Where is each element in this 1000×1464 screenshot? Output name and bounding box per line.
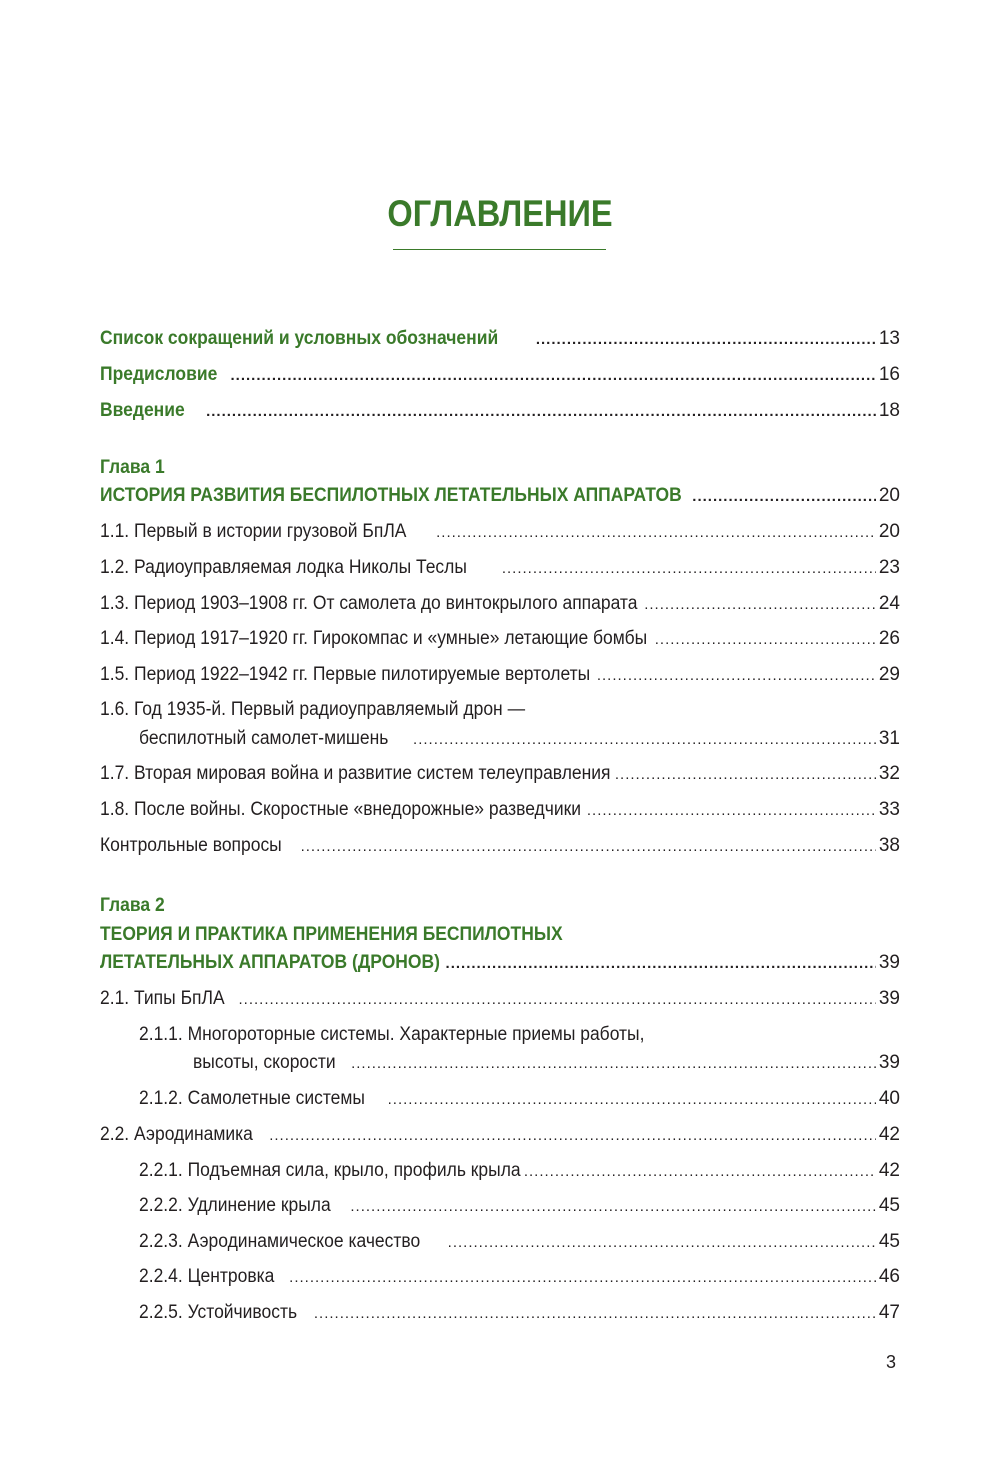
leader-dots <box>448 1228 876 1257</box>
toc-entry-label: 2.1. Типы БпЛА <box>100 988 225 1009</box>
toc-entry-page: 13 <box>878 328 900 349</box>
toc-entry-2-2[interactable] <box>100 1121 900 1149</box>
chapter-2-title-line1[interactable]: ТЕОРИЯ И ПРАКТИКА ПРИМЕНЕНИЯ БЕСПИЛОТНЫХ <box>100 924 563 945</box>
leader-dots <box>388 1085 876 1114</box>
toc-entry-2-2-2[interactable] <box>139 1192 900 1220</box>
toc-entry-1-6-line1[interactable] <box>100 696 562 724</box>
toc-entry-page: 39 <box>878 988 900 1009</box>
toc-entry-page: 24 <box>878 593 900 614</box>
toc-entry-label-continued: высоты, скорости <box>193 1052 336 1073</box>
leader-dots <box>413 725 876 754</box>
toc-entry-page: 16 <box>878 364 900 385</box>
leader-dots <box>587 796 876 825</box>
toc-entry-page: 32 <box>878 763 900 784</box>
toc-entry-label: 2.1.2. Самолетные системы <box>139 1088 365 1109</box>
toc-entry-label: 1.2. Радиоуправляемая лодка Николы Теслы <box>100 557 467 578</box>
toc-entry-page: 20 <box>878 521 900 542</box>
leader-dots <box>615 760 876 789</box>
toc-entry-page: 33 <box>878 799 900 820</box>
leader-dots <box>314 1299 876 1328</box>
toc-entry-label: Контрольные вопросы <box>100 835 282 856</box>
toc-entry-page: 39 <box>878 1052 900 1073</box>
toc-entry-page: 38 <box>878 835 900 856</box>
toc-entry-page: 46 <box>878 1266 900 1287</box>
toc-entry-label-continued: беспилотный самолет-мишень <box>139 728 389 749</box>
leader-dots <box>289 1263 876 1292</box>
toc-entry-page: 26 <box>878 628 900 649</box>
toc-entry-label: 1.5. Период 1922–1942 гг. Первые пилотируемые вертолеты <box>100 664 591 685</box>
toc-entry-page: 45 <box>878 1231 900 1252</box>
toc-entry-page: 18 <box>878 400 900 421</box>
toc-entry-1-7[interactable] <box>100 760 900 788</box>
leader-dots <box>269 1121 876 1150</box>
leader-dots <box>692 482 876 511</box>
toc-entry-1-5[interactable] <box>100 661 900 689</box>
toc-entry-page: 29 <box>878 664 900 685</box>
toc-entry-page: 42 <box>878 1160 900 1181</box>
toc-entry-label: Предисловие <box>100 364 218 385</box>
toc-entry-page: 45 <box>878 1195 900 1216</box>
toc-entry-2-2-5[interactable] <box>139 1299 900 1327</box>
page-title: ОГЛАВЛЕНИЕ <box>387 193 613 234</box>
leader-dots <box>350 1192 875 1221</box>
toc-entry-1-4[interactable] <box>100 625 900 653</box>
toc-entry-page: 23 <box>878 557 900 578</box>
toc-entry-label: 2.2.5. Устойчивость <box>139 1302 298 1323</box>
toc-entry-label: 2.2.3. Аэродинамическое качество <box>139 1231 421 1252</box>
toc-entry-page: 47 <box>878 1302 900 1323</box>
toc-entry-page: 40 <box>878 1088 900 1109</box>
toc-entry-chapter-2[interactable] <box>100 949 900 977</box>
toc-entry-2-1[interactable] <box>100 985 900 1013</box>
toc-entry-label: 1.6. Год 1935-й. Первый радиоуправляемый дрон — <box>100 699 526 720</box>
toc-entry-2-2-4[interactable] <box>139 1263 900 1291</box>
toc-entry-1-6[interactable] <box>139 725 900 753</box>
chapter-title: ИСТОРИЯ РАЗВИТИЯ БЕСПИЛОТНЫХ ЛЕТАТЕЛЬНЫХ АППАРАТОВ <box>100 485 682 506</box>
toc-entry-2-2-3[interactable] <box>139 1228 900 1256</box>
toc-entry-chapter-1[interactable] <box>100 482 900 510</box>
toc-entry-label: 1.1. Первый в истории грузовой БпЛА <box>100 521 407 542</box>
toc-entry-page: 42 <box>878 1124 900 1145</box>
leader-dots <box>446 949 876 978</box>
chapter-title: ЛЕТАТЕЛЬНЫХ АППАРАТОВ (ДРОНОВ) <box>100 952 440 973</box>
leader-dots <box>301 832 876 861</box>
toc-entry-1-8[interactable] <box>100 796 900 824</box>
toc-entry-page: 20 <box>878 485 900 506</box>
leader-dots <box>597 661 876 690</box>
leader-dots <box>655 625 876 654</box>
toc-entry-label: 1.8. После войны. Скоростные «внедорожные» разведчики <box>100 799 582 820</box>
toc-entry-label: 2.2. Аэродинамика <box>100 1124 253 1145</box>
chapter-1-label: Глава 1 <box>100 457 165 478</box>
page-number: 3 <box>886 1352 897 1372</box>
toc-entry-label: 2.2.2. Удлинение крыла <box>139 1195 331 1216</box>
toc-entry-abbreviations[interactable] <box>100 325 900 353</box>
toc-entry-label: Список сокращений и условных обозначений <box>100 328 499 349</box>
toc-entry-page: 39 <box>878 952 900 973</box>
leader-dots <box>351 1049 876 1078</box>
toc-entry-label: 1.3. Период 1903–1908 гг. От самолета до винтокрылого аппарата <box>100 593 638 614</box>
leader-dots <box>524 1157 876 1186</box>
leader-dots <box>536 325 876 354</box>
leader-dots <box>436 518 876 547</box>
toc-entry-label: 2.2.1. Подъемная сила, крыло, профиль крыла <box>139 1160 521 1181</box>
leader-dots <box>231 361 876 390</box>
toc-entry-preface[interactable] <box>100 361 900 389</box>
toc-entry-page: 31 <box>878 728 900 749</box>
toc-entry-label: 1.7. Вторая мировая война и развитие систем телеуправления <box>100 763 611 784</box>
title-underline <box>393 249 606 250</box>
leader-dots <box>206 397 876 426</box>
leader-dots <box>238 985 875 1014</box>
toc-entry-1-1[interactable] <box>100 518 900 546</box>
toc-entry-2-1-2[interactable] <box>139 1085 900 1113</box>
toc-entry-review-questions[interactable] <box>100 832 900 860</box>
toc-entry-2-1-1[interactable] <box>193 1049 900 1077</box>
toc-entry-introduction[interactable] <box>100 397 900 425</box>
leader-dots <box>644 590 876 619</box>
toc-entry-1-2[interactable] <box>100 554 900 582</box>
toc-entry-2-1-1-line1[interactable] <box>139 1021 688 1049</box>
toc-entry-label: 1.4. Период 1917–1920 гг. Гирокомпас и «умные» летающие бомбы <box>100 628 648 649</box>
leader-dots <box>502 554 876 583</box>
toc-entry-label: Введение <box>100 400 185 421</box>
toc-entry-label: 2.1.1. Многороторные системы. Характерные приемы работы, <box>139 1024 645 1045</box>
toc-entry-label: 2.2.4. Центровка <box>139 1266 275 1287</box>
toc-entry-1-3[interactable] <box>100 590 900 618</box>
toc-entry-2-2-1[interactable] <box>139 1157 900 1185</box>
chapter-2-label: Глава 2 <box>100 895 165 916</box>
